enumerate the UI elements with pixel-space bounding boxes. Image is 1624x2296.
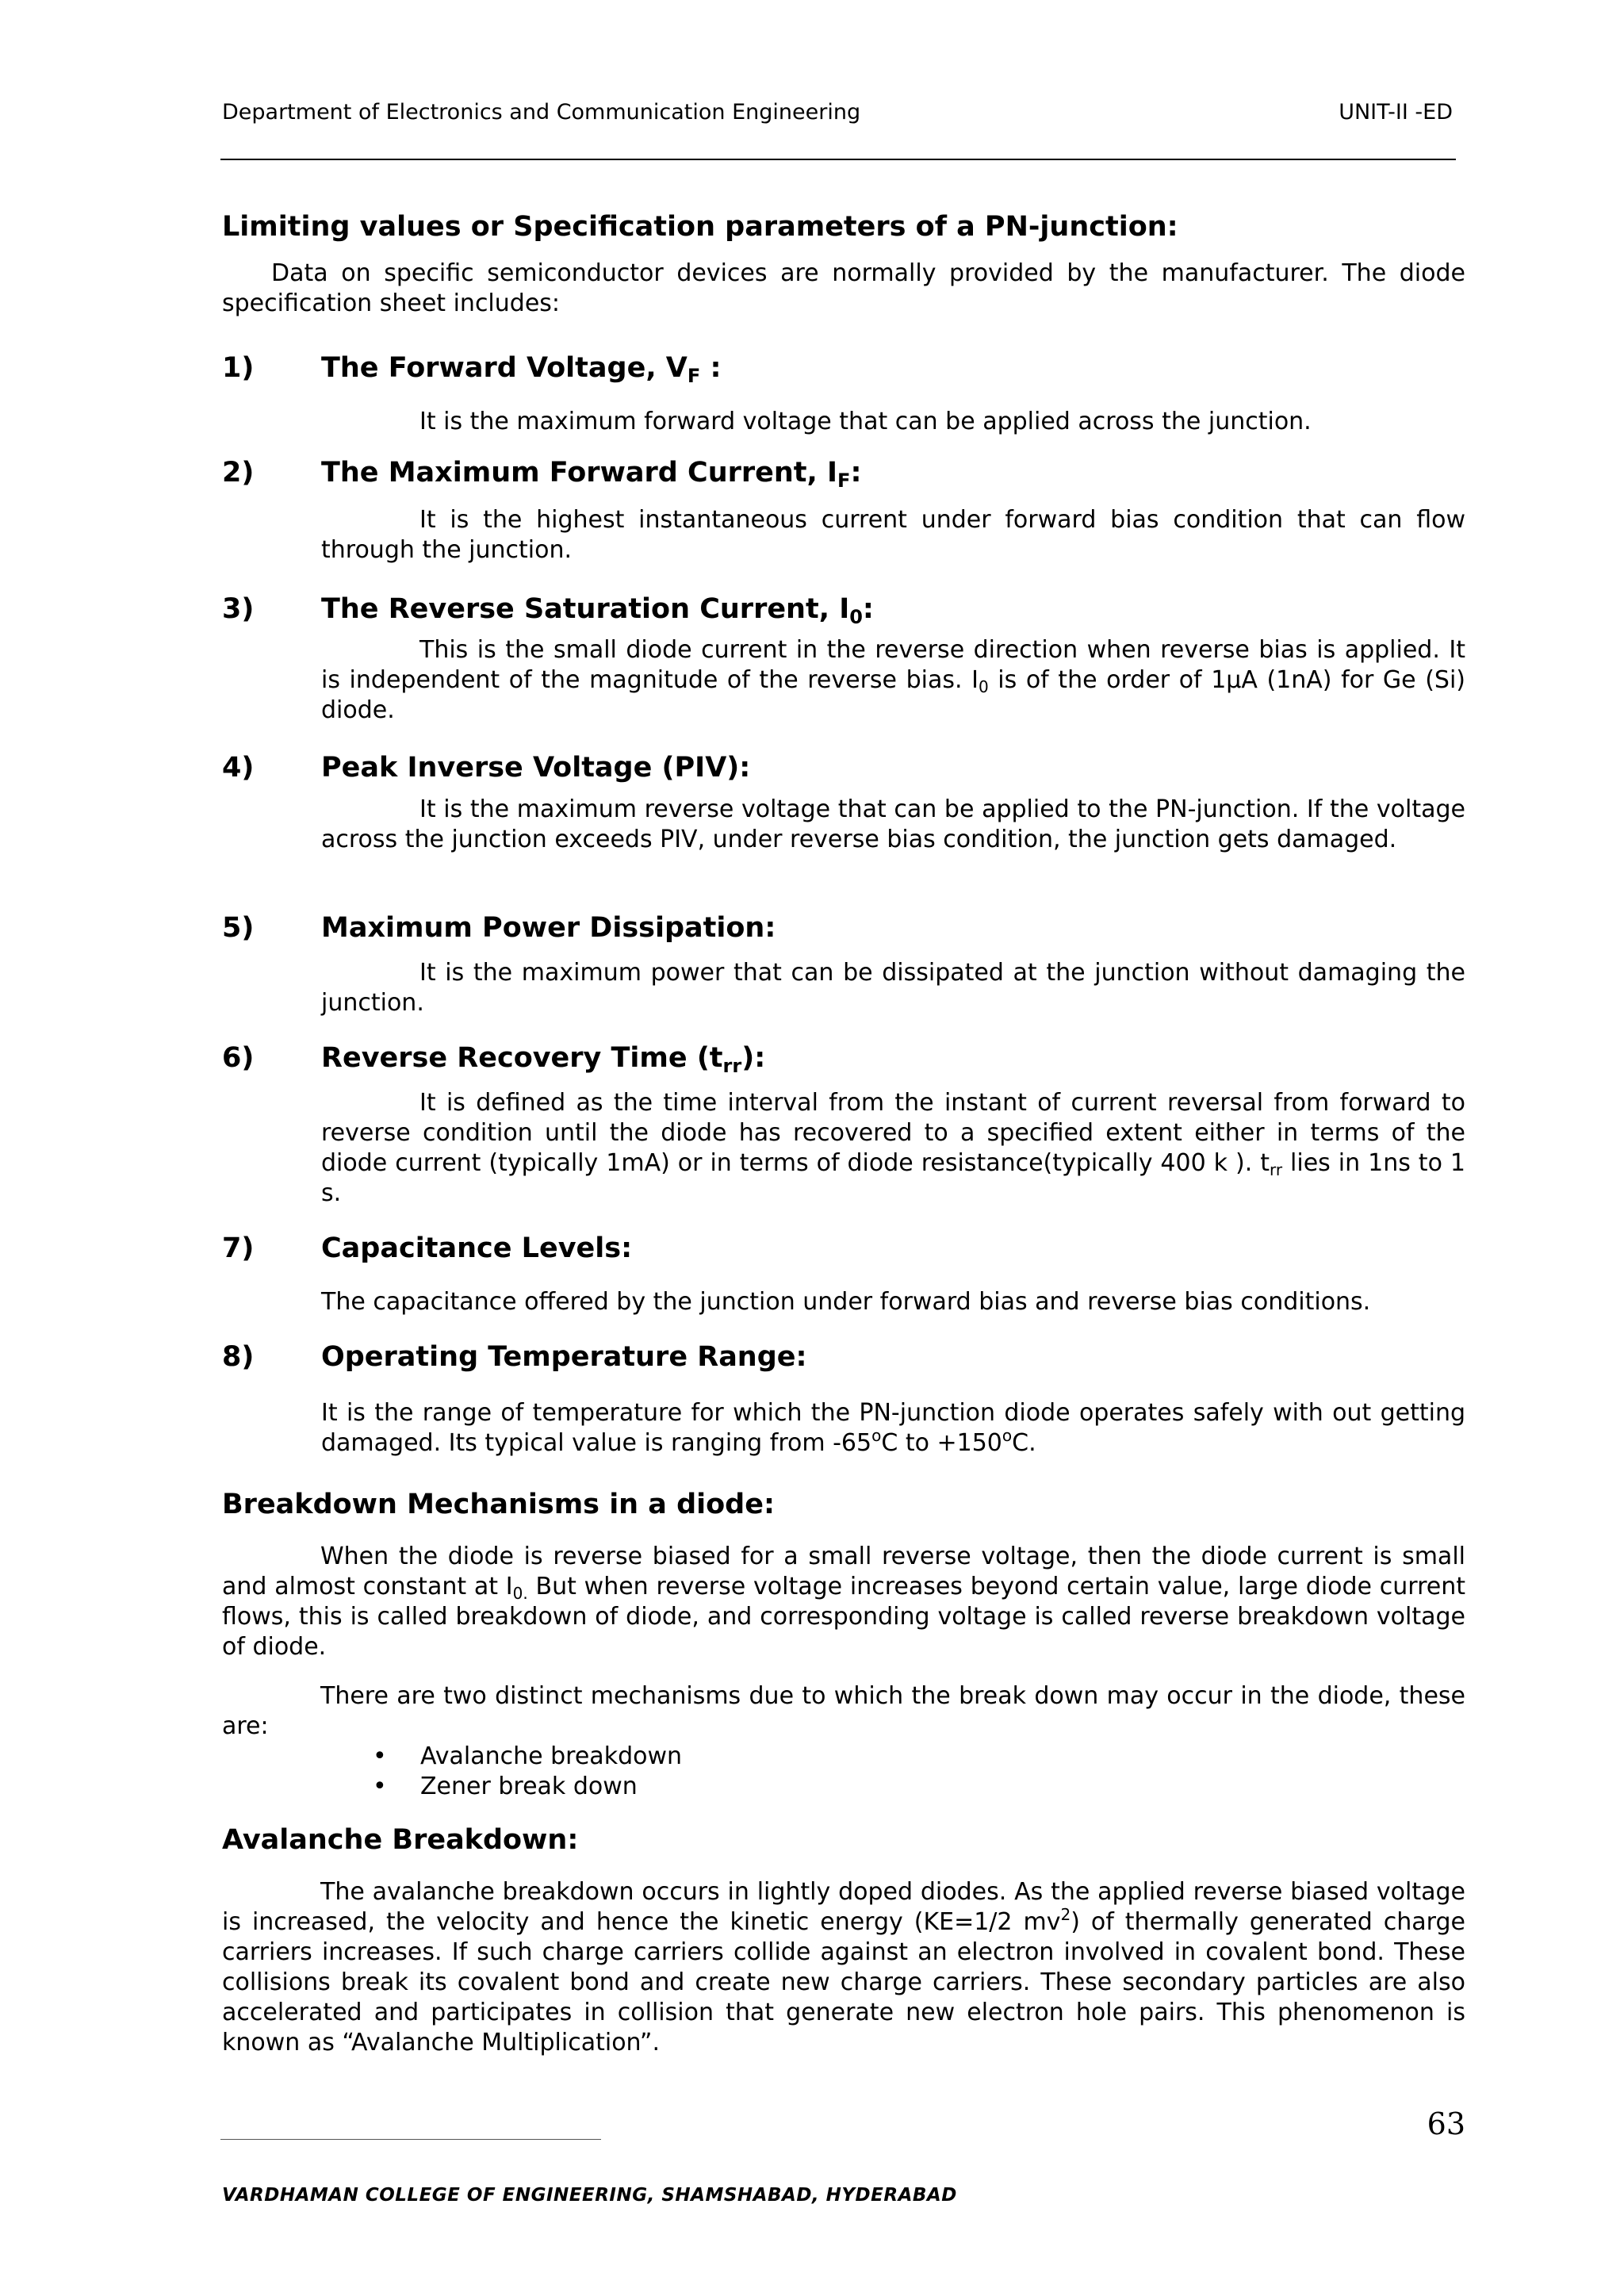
breakdown-mechanism-list bbox=[373, 1742, 682, 1802]
breakdown-paragraph-2: There are two distinct mechanisms due to which the break down may occur in the diode, these are: bbox=[222, 1682, 1465, 1740]
item-7-number: 7) bbox=[222, 1232, 255, 1264]
item-3-title: The Reverse Saturation Current, $I_0$: bbox=[321, 593, 874, 628]
bullet-icon: • bbox=[373, 1773, 387, 1800]
footer-college-name: VARDHAMAN COLLEGE OF ENGINEERING, SHAMSHABAD, HYDERABAD bbox=[222, 2185, 957, 2206]
item-1-text: It is the maximum forward voltage that can be applied across the junction. bbox=[419, 408, 1312, 435]
item-5-number: 5) bbox=[222, 912, 255, 944]
limiting-intro: Data on specific semiconductor devices are normally provided by the manufacturer. The diode specification sheet includes: bbox=[222, 259, 1465, 317]
item-3-number: 3) bbox=[222, 593, 255, 625]
item-1-title: The Forward Voltage, $V_F$ : bbox=[321, 352, 722, 387]
item-1-number: 1) bbox=[222, 352, 255, 384]
item-2-number: 2) bbox=[222, 457, 255, 489]
avalanche-paragraph: The avalanche breakdown occurs in lightly doped diodes. As the applied reverse biased voltage is increased, the velocity and hence the kinetic energy (KE=1/2 $mv^2$) of thermally generated charge carriers increases. If such charge carriers collide against an electron involved in covalent bond. These collisions break its covalent bond and create new charge carriers. These secondary particles are also accelerated and participates in collision that generate new electron hole pairs. This phenomenon is known as “Avalanche Multiplication”. bbox=[222, 1878, 1465, 2056]
item-2-title: The Maximum Forward Current, $I_F$: bbox=[321, 457, 862, 492]
header-unit: UNIT-II -ED bbox=[1339, 100, 1453, 125]
item-7-title: Capacitance Levels: bbox=[321, 1232, 633, 1264]
item-8-title: Operating Temperature Range: bbox=[321, 1341, 807, 1373]
item-8-number: 8) bbox=[222, 1341, 255, 1373]
item-4-number: 4) bbox=[222, 752, 255, 784]
breakdown-paragraph-1: When the diode is reverse biased for a small reverse voltage, then the diode current is small and almost constant at $I_{0.}$ But when reverse voltage increases beyond certain value, large diode current flows, this is called breakdown of diode, and corresponding voltage is called reverse breakdown voltage of diode. bbox=[222, 1543, 1466, 1661]
header-rule bbox=[220, 159, 1456, 160]
list-item: • Avalanche breakdown bbox=[373, 1742, 683, 1770]
item-5-text: It is the maximum power that can be dissipated at the junction without damaging the junction. bbox=[321, 959, 1465, 1017]
header-department: Department of Electronics and Communication Engineering bbox=[222, 100, 861, 125]
item-6-number: 6) bbox=[222, 1042, 255, 1074]
item-4-title: Peak Inverse Voltage (PIV): bbox=[321, 752, 751, 784]
item-3-text: This is the small diode current in the reverse direction when reverse bias is applied. It is independent of the magnitude of the reverse bias. $I_0$ is of the order of 1μA (1nA) for Ge (Si) diode. bbox=[321, 636, 1465, 724]
item-6-text: It is defined as the time interval from the instant of current reversal from forward to reverse condition until the diode has recovered to a specified extent either in terms of the diode current (typically 1mA) or in terms of diode resistance(typically 400 k ). $t_{rr}$ lies in 1ns to 1 s. bbox=[321, 1089, 1465, 1207]
item-4-text: It is the maximum reverse voltage that can be applied to the PN-junction. If the voltage across the junction exceeds PIV, under reverse bias condition, the junction gets damaged. bbox=[321, 795, 1465, 853]
item-7-text: The capacitance offered by the junction under forward bias and reverse bias conditions. bbox=[321, 1288, 1371, 1316]
item-5-title: Maximum Power Dissipation: bbox=[321, 912, 776, 944]
section-title-breakdown: Breakdown Mechanisms in a diode: bbox=[222, 1489, 775, 1520]
bullet-icon: • bbox=[373, 1742, 387, 1770]
section-title-limiting: Limiting values or Specification parameters of a PN-junction: bbox=[222, 211, 1178, 243]
list-item: • Zener break down bbox=[373, 1773, 638, 1800]
section-title-avalanche: Avalanche Breakdown: bbox=[222, 1824, 579, 1856]
footer-rule bbox=[220, 2139, 601, 2140]
item-8-text: It is the range of temperature for which the PN-junction diode operates safely with out getting damaged. Its typical value is ranging from -65$^o$C to $+150^oC$. bbox=[321, 1399, 1465, 1457]
item-2-text: It is the highest instantaneous current under forward bias condition that can flow through the junction. bbox=[321, 506, 1465, 564]
item-6-title: Reverse Recovery Time $(t_{rr})$: bbox=[321, 1042, 766, 1077]
page-number: 63 bbox=[1427, 2106, 1465, 2141]
